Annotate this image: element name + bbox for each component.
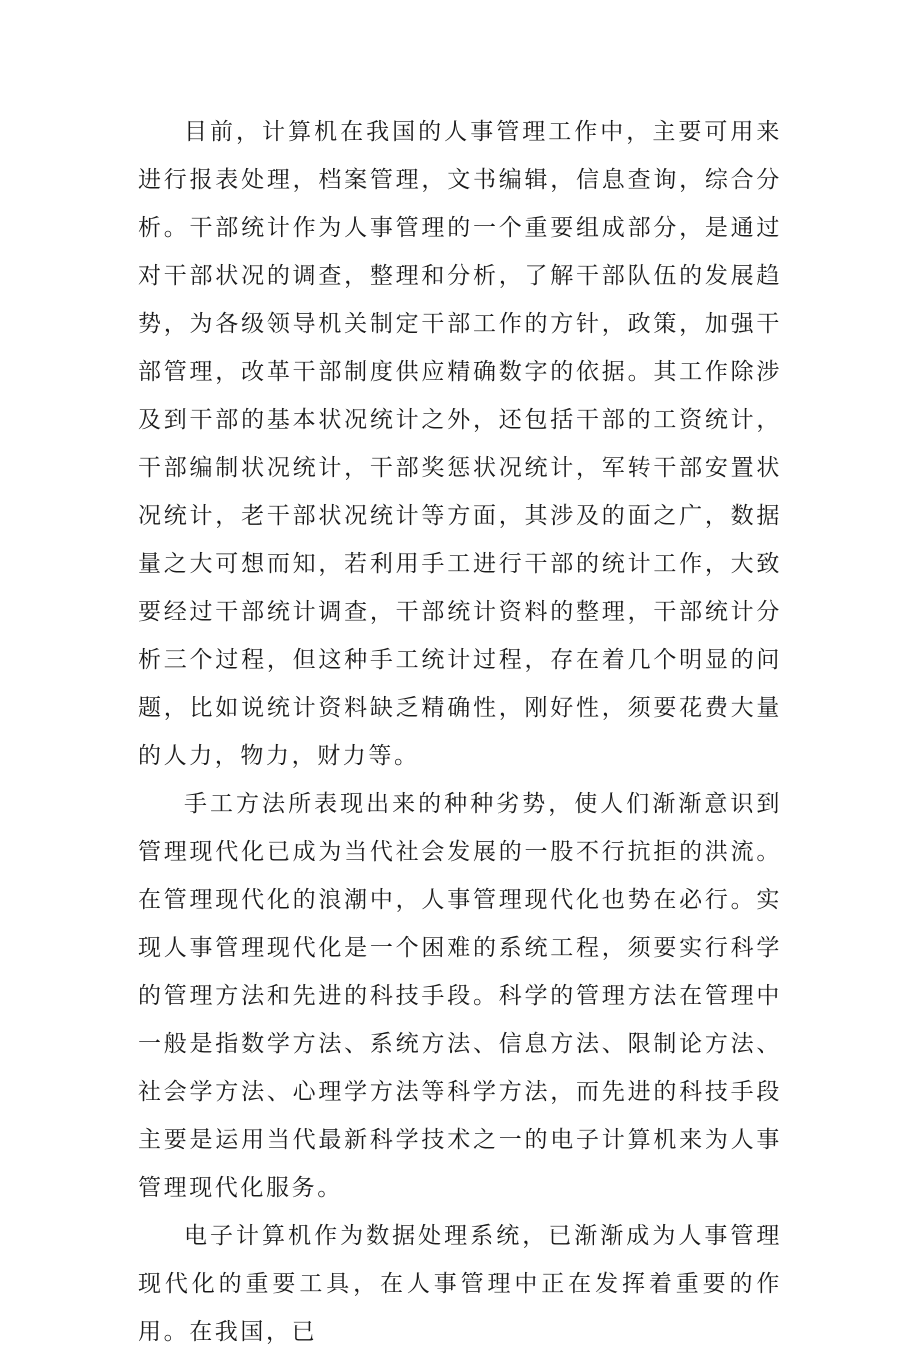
paragraph-computer-usage: 目前，计算机在我国的人事管理工作中，主要可用来进行报表处理，档案管理，文书编辑，信息查询，综合分析。干部统计作为人事管理的一个重要组成部分，是通过对干部状况的调查，整理和分析，了解干部队伍的发展趋势，为各级领导机关制定干部工作的方针，政策，加强干部管理，改革干部制度供应精确数字的依据。其工作除涉及到干部的基本状况统计之外，还包括干部的工资统计，干部编制状况统计，干部奖惩状况统计，军转干部安置状况统计，老干部状况统计等方面，其涉及的面之广，数据量之大可想而知，若利用手工进行干部的统计工作，大致要经过干部统计调查，干部统计资料的整理，干部统计分析三个过程，但这种手工统计过程，存在着几个明显的问题，比如说统计资料缺乏精确性，刚好性，须要花费大量的人力，物力，财力等。 (138, 119, 782, 769)
paragraph-computer-tool: 电子计算机作为数据处理系统，已渐渐成为人事管理现代化的重要工具，在人事管理中正在发挥着重要的作用。在我国，已 (138, 1223, 782, 1345)
paragraph-manual-disadvantages: 手工方法所表现出来的种种劣势，使人们渐渐意识到管理现代化已成为当代社会发展的一股不行抗拒的洪流。在管理现代化的浪潮中，人事管理现代化也势在必行。实现人事管理现代化是一个困难的系统工程，须要实行科学的管理方法和先进的科技手段。科学的管理方法在管理中一般是指数学方法、系统方法、信息方法、限制论方法、社会学方法、心理学方法等科学方法，而先进的科技手段主要是运用当代最新科学技术之一的电子计算机来为人事管理现代化服务。 (138, 791, 782, 1201)
document-body (138, 108, 782, 1356)
